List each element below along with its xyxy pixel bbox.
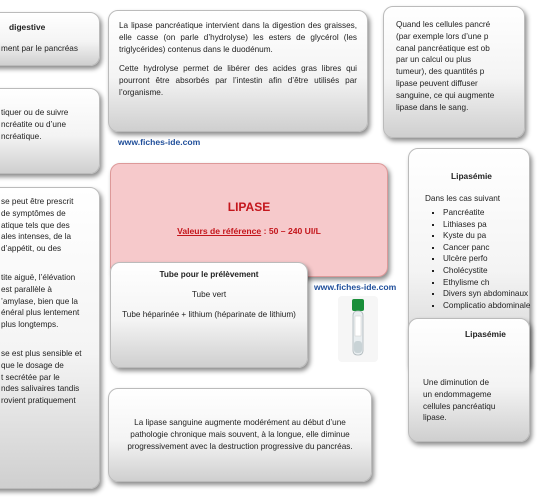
- mechanism-line: lipase peuvent diffuser: [396, 78, 478, 88]
- left-para2-line: plus longtemps.: [1, 320, 59, 330]
- list-item: ▪ Complicatio abdominale: [443, 300, 543, 312]
- decreased-line: cellules pancréatiqu: [423, 401, 496, 411]
- decreased-line: un endommageme: [423, 389, 492, 399]
- left-box-line: ment par le pancréas: [1, 44, 78, 53]
- left-box-purpose: [0, 88, 100, 174]
- left-para3-line: t secrétée par le: [1, 372, 60, 382]
- reference-label: Valeurs de référence: [177, 226, 262, 236]
- tube-box: [110, 262, 308, 368]
- description-box: [108, 10, 368, 132]
- mechanism-line: sanguine, ce qui augmente: [396, 90, 495, 100]
- website-link[interactable]: www.fiches-ide.com: [118, 137, 201, 147]
- left-purpose-line: tiquer ou de suivre: [1, 108, 69, 117]
- list-item: ▪ Pancréatite: [443, 207, 543, 219]
- mechanism-line: Quand les cellules pancré: [396, 20, 491, 29]
- left-box-indications: [0, 187, 100, 489]
- left-purpose-line: ncréatite ou d’une: [1, 119, 67, 129]
- left-para3-line: que le dosage de: [1, 360, 64, 370]
- tube-heading: Tube pour le prélèvement: [159, 270, 259, 279]
- list-item: ▪ Kyste du pa: [443, 230, 543, 242]
- description-para-2: Cette hydrolyse permet de libérer des acides gras libres qui pourront être absorbés par l’intestin afin d’être utilisés par l’organisme.: [119, 64, 357, 97]
- left-para2-line: ’amylase, bien que la: [1, 296, 78, 306]
- mechanism-line: canal pancréatique est ob: [396, 43, 490, 53]
- right-box-mechanism: [383, 6, 525, 138]
- list-item: ▪ Cancer panc: [443, 242, 543, 254]
- list-item: ▪ Divers syn abdominaux: [443, 288, 543, 300]
- chronic-box: [108, 388, 372, 482]
- website-link[interactable]: www.fiches-ide.com: [314, 282, 397, 292]
- left-box-heading: digestive: [9, 22, 46, 32]
- left-box-digestive: [0, 12, 100, 66]
- description-para-1: La lipase pancréatique intervient dans la digestion des graisses, elle casse (on parle d’hydrolyse) les esters de glycérol (les triglycérides) contenus dans le duodénum.: [119, 21, 357, 54]
- mechanism-line: tumeur), des quantités p: [396, 67, 485, 77]
- left-para2-line: énéral plus lentement: [1, 308, 80, 318]
- left-para3-line: rovient pratiquement: [1, 396, 76, 406]
- reference-value: : 50 – 240 UI/L: [261, 226, 321, 236]
- decreased-line: Une diminution de: [423, 378, 489, 387]
- left-para1-line: atique tels que des: [1, 220, 70, 230]
- right-box-decreased: [408, 318, 530, 442]
- left-para1-line: se peut être prescrit: [1, 197, 74, 206]
- blood-tube-image: [338, 296, 378, 362]
- reference-values: [111, 226, 387, 236]
- list-item: ▪ Ulcère perfo: [443, 253, 543, 265]
- lipase-title-card: [110, 163, 388, 277]
- tube-description: Tube héparinée + lithium (héparinate de lithium): [122, 309, 296, 319]
- left-para2-line: tite aiguë, l’élévation: [1, 272, 76, 282]
- left-para3-line: se est plus sensible et: [1, 348, 82, 358]
- left-para3-line: ndes salivaires tandis: [1, 384, 80, 394]
- mechanism-line: (par exemple lors d’une p: [396, 31, 489, 41]
- decreased-line: lipase.: [423, 413, 447, 423]
- left-purpose-line: ncréatique.: [1, 131, 42, 141]
- blood-tube-icon: [338, 296, 378, 362]
- left-para1-line: de symptômes de: [1, 208, 66, 218]
- list-item: ▪ Cholécystite: [443, 265, 543, 277]
- elevated-list: [429, 207, 543, 311]
- chronic-text: La lipase sanguine augmente modérément au début d’une pathologie chronique mais souvent, à la longue, elle diminue progressivement avec la destruction progressive du pancréas.: [127, 418, 353, 451]
- left-para1-line: ales intenses, de la: [1, 232, 72, 242]
- mechanism-line: lipase dans le sang.: [396, 102, 469, 112]
- elevated-intro: Dans les cas suivant: [425, 194, 501, 203]
- left-para1-line: d’appétit, ou des: [1, 244, 62, 254]
- list-item: ▪ Ethylisme ch: [443, 277, 543, 289]
- left-para2-line: est parallèle à: [1, 284, 52, 294]
- tube-color: Tube vert: [191, 289, 227, 299]
- decreased-heading: Lipasémie: [465, 329, 506, 339]
- elevated-heading: Lipasémie: [451, 171, 492, 181]
- lipase-title: LIPASE: [227, 200, 271, 214]
- mechanism-line: par un calcul ou plus: [396, 55, 472, 65]
- list-item: ▪ Lithiases pa: [443, 219, 543, 231]
